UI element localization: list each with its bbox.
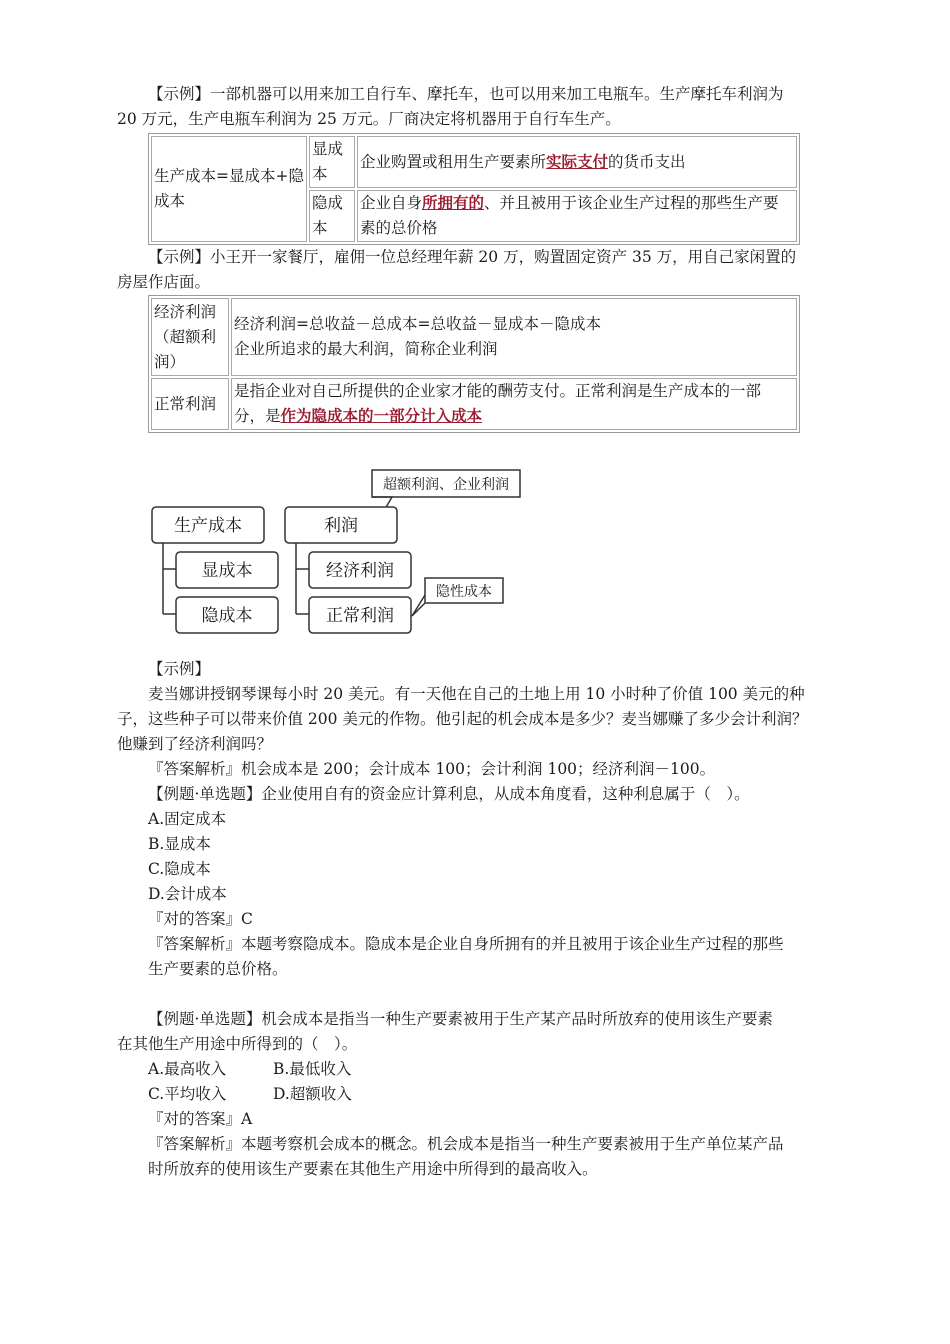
implicit-cost-part-emphasis: 作为隐成本的一部分计入成本: [280, 407, 483, 425]
owned-emphasis: 所拥有的: [422, 194, 485, 212]
callout-excess-profit: 超额利润、企业利润: [383, 477, 509, 493]
economic-profit-note: 企业所追求的最大利润，简称企业利润: [234, 340, 498, 358]
example3-line-1: 麦当娜讲授钢琴课每小时 20 美元。有一天他在自己的土地上用 10 小时种了价值 100 美元的种: [148, 685, 805, 703]
q1-analysis-1: 『答案解析』本题考察隐成本。隐成本是企业自身所拥有的并且被用于该企业生产过程的那些: [148, 935, 784, 953]
production-cost-label: 生产成本: [174, 516, 242, 536]
profit-label: 利润: [324, 516, 358, 536]
q1-option-a: A.固定成本: [148, 810, 227, 828]
q1-option-d: D.会计成本: [148, 885, 227, 903]
implicit-cost-label: 隐成本: [201, 606, 253, 626]
example2-line-2: 房屋作店面。: [117, 273, 211, 291]
example2-line-1: 【示例】小王开一家餐厅，雇佣一位总经理年薪 20 万，购置固定资产 35 万，用自己家闲置的: [148, 248, 797, 266]
q2-option-d: D.超额收入: [273, 1085, 352, 1103]
actual-payment-emphasis: 实际支付: [546, 152, 609, 171]
q1-stem: 【例题·单选题】企业使用自有的资金应计算利息，从成本角度看，这种利息属于（ ）。: [148, 785, 750, 803]
normal-profit-type: 正常利润: [151, 378, 229, 430]
economic-profit-label: 经济利润: [326, 561, 394, 581]
q2-stem-1: 【例题·单选题】机会成本是指当一种生产要素被用于生产某产品时所放弃的使用该生产要素: [148, 1010, 773, 1028]
implicit-cost-desc: 企业自身所拥有的、并且被用于该企业生产过程的那些生产要素的总价格: [357, 190, 797, 242]
economic-profit-formula: 经济利润=总收益－总成本=总收益－显成本－隐成本: [234, 315, 601, 333]
normal-profit-label: 正常利润: [326, 606, 394, 626]
example3-line-3: 他赚到了经济利润吗？: [117, 735, 273, 753]
cost-profit-diagram: [0, 0, 950, 660]
economic-profit-type: 经济利润（超额利润）: [151, 298, 229, 376]
callout-implicit-cost: 隐性成本: [436, 584, 492, 600]
intro-line-2: 20 万元，生产电瓶车利润为 25 万元。厂商决定将机器用于自行车生产。: [117, 110, 621, 128]
implicit-cost-type: 隐成本: [309, 190, 355, 242]
q1-option-b: B.显成本: [148, 835, 211, 853]
explicit-cost-type: 显成本: [309, 136, 355, 188]
q2-analysis-1: 『答案解析』本题考察机会成本的概念。机会成本是指当一种生产要素被用于生产单位某产品: [148, 1135, 784, 1153]
q2-option-c: C.平均收入: [148, 1085, 227, 1103]
q2-analysis-2: 时所放弃的使用该生产要素在其他生产用途中所得到的最高收入。: [148, 1160, 598, 1178]
q1-analysis-2: 生产要素的总价格。: [148, 960, 288, 978]
normal-profit-desc: 是指企业对自己所提供的企业家才能的酬劳支付。正常利润是生产成本的一部 分，是作为隐成本的一部分计入成本: [231, 378, 797, 430]
example3-line-2: 子，这些种子可以带来价值 200 美元的作物。他引起的机会成本是多少？麦当娜赚了多少会计利润？: [117, 710, 808, 728]
q2-answer: 『对的答案』A: [148, 1110, 253, 1128]
explicit-cost-label: 显成本: [201, 561, 253, 581]
q1-option-c: C.隐成本: [148, 860, 211, 878]
q2-stem-2: 在其他生产用途中所得到的（ ）。: [117, 1035, 358, 1053]
example3-analysis: 『答案解析』机会成本是 200；会计成本 100；会计利润 100；经济利润－100。: [148, 760, 716, 778]
example3-label: 【示例】: [148, 660, 211, 678]
explicit-cost-desc: 企业购置或租用生产要素所实际支付的货币支出: [357, 136, 797, 188]
cost-table-left: 生产成本=显成本+隐成本: [151, 136, 307, 242]
q2-option-a: A.最高收入: [148, 1060, 227, 1078]
q1-answer: 『对的答案』C: [148, 910, 253, 928]
q2-option-b: B.最低收入: [273, 1060, 352, 1078]
intro-line-1: 【示例】一部机器可以用来加工自行车、摩托车，也可以用来加工电瓶车。生产摩托车利润为: [148, 85, 784, 103]
